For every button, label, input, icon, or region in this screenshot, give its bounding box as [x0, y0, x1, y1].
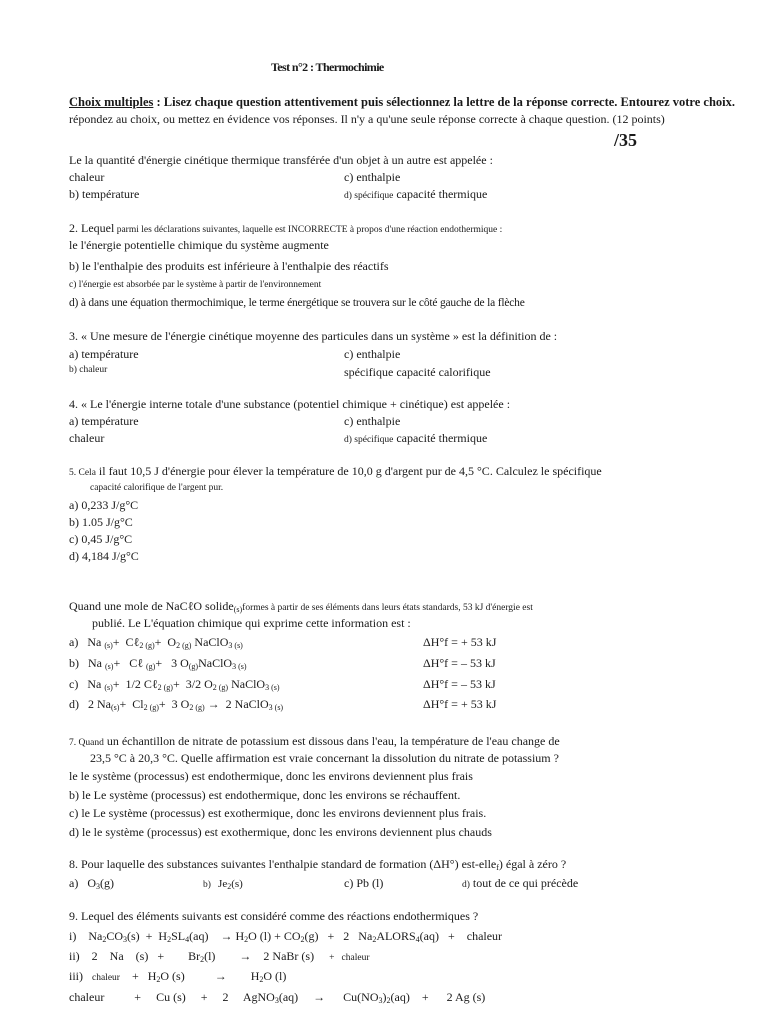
- q6-stem-part-2: formes à partir de ses éléments dans leurs états standards, 53 kJ d'énergie est: [242, 603, 533, 613]
- q9-reaction-ii: ii) 2 Na (s) + $Br_2(l)$ → 2 NaBr (s) + chaleur: [69, 949, 370, 964]
- q7-option-b[interactable]: b) le Le système (processus) est endothermique, donc les environs se réchauffent.: [69, 788, 461, 802]
- q5-stem: [69, 464, 602, 480]
- q4-stem: 4. « Le l'énergie interne totale d'une substance (potentiel chimique + cinétique) est appelée :: [69, 397, 511, 411]
- q6-stem-part-1: Quand une mole de NaCℓO solide: [69, 599, 234, 613]
- q1-option-a[interactable]: chaleur: [69, 170, 105, 184]
- q6-option-b[interactable]: b) Na $_{(s)}$+ Cℓ $_{(g)}$+ 3 $O_{(g)}NaClO_{3 (s)}$: [69, 656, 247, 671]
- q8-stem-end: ) égal à zéro ?: [498, 857, 567, 871]
- q7-option-d[interactable]: d) le le système (processus) est exothermique, donc les environs deviennent plus chauds: [69, 825, 492, 839]
- q6-option-d[interactable]: d) 2 $Na_{(s)}+ Cl_{2 (g)}+ 3$ $O_{2 (g)} \to 2$ NaClO$_{3 (s)}$: [69, 697, 284, 712]
- q3-stem: 3. « Une mesure de l'énergie cinétique moyenne des particules dans un système » est la définition de :: [69, 329, 558, 343]
- q9-reaction-i: i) $Na_2CO_3(s) + H_2SL_4(aq)$ → $H_2O$ $(l) + CO_2(g) + 2$ $Na_2ALORS_4(aq)$ + chaleur: [69, 929, 503, 944]
- q2-option-c[interactable]: c) l'énergie est absorbée par le système à partir de l'environnement: [69, 280, 322, 290]
- q8-option-d-text: tout de ce qui précède: [469, 876, 579, 890]
- q2-number: 2. Lequel: [69, 221, 115, 235]
- q4-option-a[interactable]: a) température: [69, 414, 139, 428]
- q6-enthalpy-c: ΔH°f = – 53 kJ: [423, 677, 496, 691]
- q8-stem-text: 8. Pour laquelle des substances suivantes l'enthalpie standard de formation (ΔH°) est-elle: [69, 857, 497, 871]
- q3-option-c[interactable]: c) enthalpie: [344, 347, 401, 361]
- q3-option-d[interactable]: spécifique capacité calorifique: [344, 365, 491, 379]
- q5-number: 5. Cela: [69, 468, 96, 478]
- q4-option-d[interactable]: [344, 431, 487, 447]
- q1-option-d-text: capacité thermique: [393, 187, 488, 201]
- q8-option-d[interactable]: [462, 876, 578, 892]
- q3-option-a[interactable]: a) température: [69, 347, 139, 361]
- q8-option-c[interactable]: c) Pb (l): [344, 876, 384, 890]
- instructions-line-1: [69, 95, 735, 109]
- q5-option-a[interactable]: a) 0,233 J/g°C: [69, 498, 139, 512]
- q2-option-b[interactable]: b) le l'enthalpie des produits est inférieure à l'enthalpie des réactifs: [69, 259, 389, 273]
- page-title: Test n°2 : Thermochimie: [271, 60, 384, 74]
- q7-option-a[interactable]: le le système (processus) est endothermique, donc les environs deviennent plus frais: [69, 769, 473, 783]
- q7-stem: [69, 734, 560, 750]
- q6-enthalpy-d: ΔH°f = + 53 kJ: [423, 697, 497, 711]
- q5-stem-text: il faut 10,5 J d'énergie pour élever la température de 10,0 g d'argent pur de 4,5 °C. Calculez le spécifique: [95, 464, 602, 478]
- q8-option-d-prefix: d): [462, 880, 470, 890]
- q1-option-b[interactable]: b) température: [69, 187, 140, 201]
- q4-option-d-prefix: d) spécifique: [344, 435, 394, 445]
- instructions-text: : Lisez chaque question attentivement puis sélectionnez la lettre de la réponse correcte. Entourez votre choix.: [153, 95, 736, 109]
- q6-stem-line-2: publié. Le L'équation chimique qui exprime cette information est :: [92, 616, 411, 630]
- q2-stem: [69, 221, 502, 237]
- q7-number: 7. Quand: [69, 738, 104, 748]
- instructions-line-2: répondez au choix, ou mettez en évidence vos réponses. Il n'y a qu'une seule réponse correcte à chaque question. (12 points): [69, 112, 665, 126]
- q2-stem-text: parmi les déclarations suivantes, laquelle est INCORRECTE à propos d'une réaction endothermique :: [114, 225, 503, 235]
- q9-stem: 9. Lequel des éléments suivants est considéré comme des réactions endothermiques ?: [69, 909, 479, 923]
- q7-stem-line-2: 23,5 °C à 20,3 °C. Quelle affirmation est vraie concernant la dissolution du nitrate de potassium ?: [90, 751, 559, 765]
- q9-reaction-iv: chaleur + Cu (s) + 2 AgNO$_3$(aq) → $Cu(NO_3)_2(aq)$ + 2 Ag (s): [69, 990, 486, 1005]
- q6-enthalpy-b: ΔH°f = – 53 kJ: [423, 656, 496, 670]
- q6-enthalpy-a: ΔH°f = + 53 kJ: [423, 635, 497, 649]
- q2-option-a[interactable]: le l'énergie potentielle chimique du système augmente: [69, 238, 329, 252]
- q2-option-d[interactable]: d) à dans une équation thermochimique, le terme énergétique se trouvera sur le côté gauche de la flèche: [69, 297, 525, 309]
- q5-stem-line-2: capacité calorifique de l'argent pur.: [90, 483, 224, 493]
- q1-stem: Le la quantité d'énergie cinétique thermique transférée d'un objet à un autre est appelée :: [69, 153, 493, 167]
- q8-option-a[interactable]: a) $O_3(g)$: [69, 876, 114, 891]
- q4-option-c[interactable]: c) enthalpie: [344, 414, 401, 428]
- total-score: /35: [614, 130, 638, 150]
- q8-stem: 8. Pour laquelle des substances suivantes l'enthalpie standard de formation (ΔH°) est-elle$_f$) égal à zéro ?: [69, 857, 567, 872]
- q8-option-b[interactable]: b) $Je_2(s)$: [203, 878, 243, 891]
- q6-option-c[interactable]: c) Na $_{(s)}$+ 1/2 Cℓ$_{2 (g)}$+ 3/2 $O_{2 (g)}$ NaClO$_{3 (s)}$: [69, 677, 280, 692]
- q6-stem: Quand une mole de NaCℓO solide$_{(s)}$formes à partir de ses éléments dans leurs états standards, 53 kJ d'énergie est: [69, 599, 533, 614]
- q5-option-c[interactable]: c) 0,45 J/g°C: [69, 532, 133, 546]
- q5-option-b[interactable]: b) 1.05 J/g°C: [69, 515, 133, 529]
- q1-option-d-prefix: d) spécifique: [344, 191, 394, 201]
- q4-option-d-text: capacité thermique: [393, 431, 488, 445]
- q3-option-b[interactable]: b) chaleur: [69, 365, 108, 375]
- q6-option-a[interactable]: a) Na $_{(s)}$+ Cℓ$_{2 (g)}$+ $O_{2 (g)}$ NaClO$_{3 (s)}$: [69, 635, 243, 650]
- q9-reaction-iii: iii) chaleur + $H_2O$ (s) → $H_2O$ (l): [69, 969, 287, 984]
- q4-option-b[interactable]: chaleur: [69, 431, 105, 445]
- q7-stem-text: un échantillon de nitrate de potassium est dissous dans l'eau, la température de l'eau change de: [103, 734, 560, 748]
- instructions-heading: Choix multiples: [69, 95, 154, 109]
- q1-option-d[interactable]: [344, 187, 487, 203]
- q7-option-c[interactable]: c) le Le système (processus) est exothermique, donc les environs deviennent plus frais.: [69, 806, 487, 820]
- q5-option-d[interactable]: d) 4,184 J/g°C: [69, 549, 139, 563]
- q1-option-c[interactable]: c) enthalpie: [344, 170, 401, 184]
